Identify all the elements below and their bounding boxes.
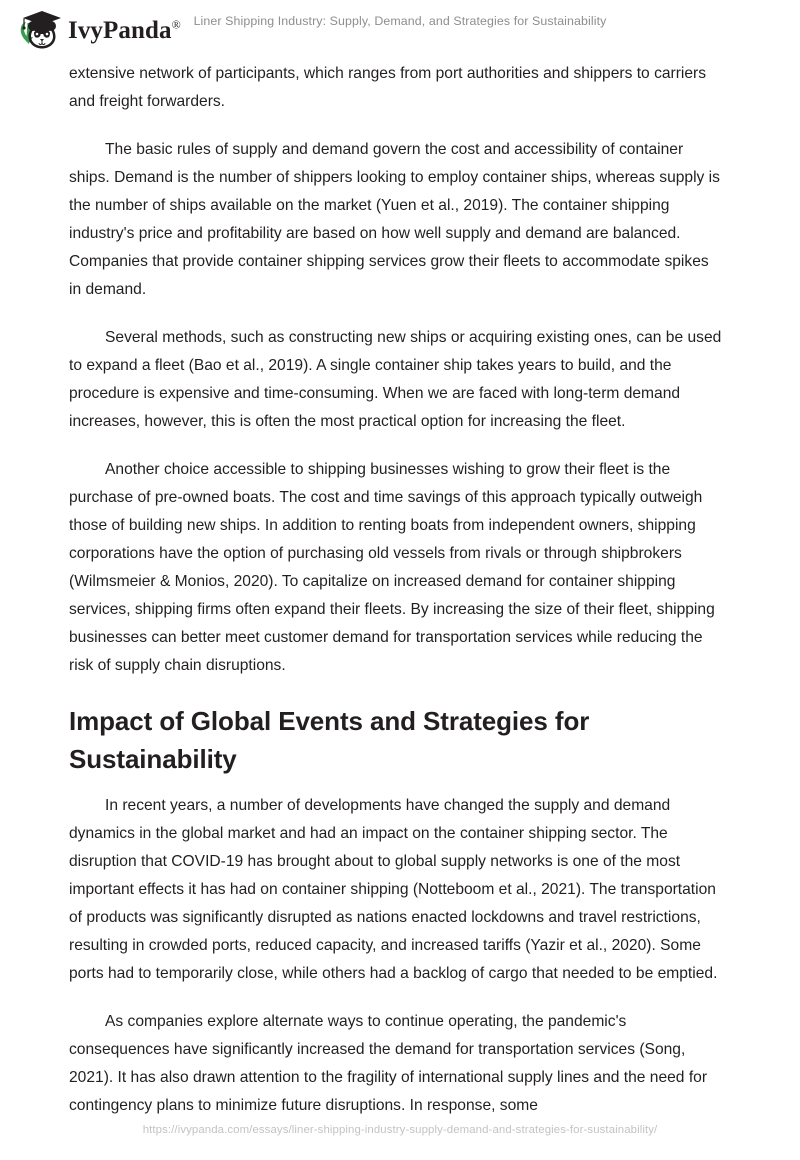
brand-name-text: IvyPanda — [68, 16, 172, 44]
document-title-header: Liner Shipping Industry: Supply, Demand, and Strategies for Sustainability — [193, 14, 607, 28]
paragraph: Several methods, such as constructing new ships or acquiring existing ones, can be used to expand a fleet (Bao et al., 2019). A single container ship takes years to build, and the procedure is expensive and time-consuming. When we are faced with long-term demand increases, however, this is often the most practical option for increasing the fleet. — [69, 329, 722, 430]
source-url-link[interactable]: https://ivypanda.com/essays/liner-shipping-industry-supply-demand-and-strategies-for-sustainability/ — [142, 1124, 658, 1136]
registered-trademark-symbol: ® — [171, 17, 181, 32]
page-header — [0, 0, 800, 58]
paragraph-continued: extensive network of participants, which ranges from port authorities and shippers to carriers and freight forwarders. — [69, 65, 707, 110]
paragraph: The basic rules of supply and demand govern the cost and accessibility of container ships. Demand is the number of shippers looking to employ container ships, whereas supply is the number of ships available on the market (Yuen et al., 2019). The container shipping industry's price and profitability are based on how well supply and demand are balanced. Companies that provide container shipping services grow their fleets to accommodate spikes in demand. — [69, 141, 720, 298]
paragraph: As companies explore alternate ways to continue operating, the pandemic's consequences have significantly increased the demand for transportation services (Song, 2021). It has also drawn attention to the fragility of international supply lines and the need for contingency plans to minimize future disruptions. In response, some — [69, 1013, 708, 1114]
page-footer — [0, 1120, 800, 1138]
paragraph: In recent years, a number of developments have changed the supply and demand dynamics in the global market and had an impact on the container shipping sector. The disruption that COVID-19 has brought about to global supply networks is one of the most important effects it has had on container shipping (Notteboom et al., 2021). The transportation of products was significantly disrupted as nations enacted lockdowns and travel restrictions, resulting in crowded ports, reduced capacity, and increased tariffs (Yazir et al., 2020). Some ports had to temporarily close, while others had a backlog of cargo that needed to be emptied. — [69, 797, 718, 982]
section-heading: Impact of Global Events and Strategies for Sustainability — [69, 706, 590, 774]
essay-body — [69, 60, 724, 1140]
paragraph: Another choice accessible to shipping businesses wishing to grow their fleet is the purchase of pre-owned boats. The cost and time savings of this approach typically outweigh those of building new ships. In addition to renting boats from independent owners, shipping corporations have the option of purchasing old vessels from rivals or through shipbrokers (Wilmsmeier & Monios, 2020). To capitalize on increased demand for container shipping services, shipping firms often expand their fleets. By increasing the size of their fleet, shipping businesses can better meet customer demand for transportation services while reducing the risk of supply chain disruptions. — [69, 461, 715, 674]
